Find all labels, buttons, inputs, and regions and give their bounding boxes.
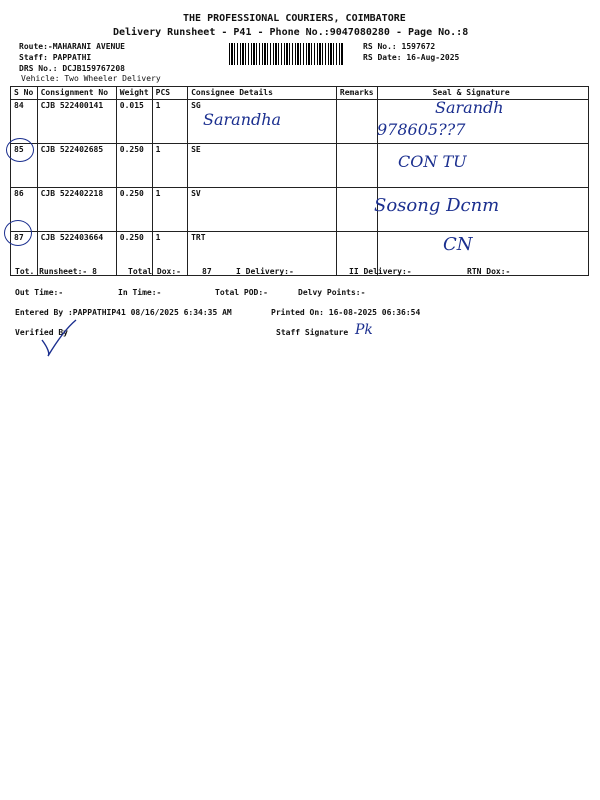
entered-by: Entered By :PAPPATHIP41 08/16/2025 6:34:35 AM [15,308,232,317]
cell-weight: 0.015 [116,100,152,144]
total-dox-label: Total Dox:- [128,267,181,276]
cell-consignment: CJB 522403664 [37,232,116,276]
cell-sno: 87 [11,232,38,276]
table-row [11,188,589,232]
rs-number: RS No.: 1597672 [363,42,436,51]
staff-signature: Pk [355,322,373,338]
vehicle: Vehicle: Two Wheeler Delivery [21,74,161,83]
cell-remarks [336,188,377,232]
cell-remarks [336,100,377,144]
tot-runsheet: Tot. Runsheet:- 8 [15,267,97,276]
handwritten-note: CON TU [398,152,467,171]
staff: Staff: PAPPATHI [19,53,92,62]
table-row [11,144,589,188]
drs-number: DRS No.: DCJB159767208 [19,64,125,73]
barcode [229,43,343,65]
cell-remarks [336,144,377,188]
total-dox-value: 87 [202,267,212,276]
cell-consignment: CJB 522402218 [37,188,116,232]
total-pod: Total POD:- [215,288,268,297]
handwritten-signature: Sarandh [435,98,504,117]
header-weight: Weight [116,87,152,100]
cell-pcs: 1 [152,144,187,188]
cell-weight: 0.250 [116,144,152,188]
staff-signature-label: Staff Signature [276,328,349,337]
header-pcs: PCS [152,87,187,100]
out-time: Out Time:- [15,288,64,297]
cell-consignee: TRT [188,232,337,276]
pen-circle-87 [4,220,32,246]
cell-consignee: SE [188,144,337,188]
handwritten-signature: Sosong Dcnm [374,195,500,216]
cell-consignment: CJB 522400141 [37,100,116,144]
cell-pcs: 1 [152,232,187,276]
rs-date: RS Date: 16-Aug-2025 [363,53,460,62]
company-title: THE PROFESSIONAL COURIERS, COIMBATORE [183,13,406,24]
runsheet-subtitle: Delivery Runsheet - P41 - Phone No.:9047080280 - Page No.:8 [113,27,469,38]
cell-weight: 0.250 [116,188,152,232]
handwritten-note: CN [443,234,473,255]
handwritten-phone: 978605??7 [377,120,466,139]
delvy-points: Delvy Points:- [298,288,366,297]
header-consignment: Consignment No [37,87,116,100]
cell-consignee: SV [188,188,337,232]
cell-sno: 84 [11,100,38,144]
pen-circle-85 [6,138,34,162]
cell-sno: 86 [11,188,38,232]
header-signature: Seal & Signature [377,87,588,100]
cell-sno: 85 [11,144,38,188]
header-consignee: Consignee Details [188,87,337,100]
cell-consignee: SG [188,100,337,144]
cell-weight: 0.250 [116,232,152,276]
cell-consignment: CJB 522402685 [37,144,116,188]
i-delivery: I Delivery:- [236,267,294,276]
rtn-dox: RTN Dox:- [467,267,511,276]
cell-pcs: 1 [152,100,187,144]
cell-pcs: 1 [152,188,187,232]
ii-delivery: II Delivery:- [349,267,412,276]
verified-checkmark [40,318,80,358]
route: Route:-MAHARANI AVENUE [19,42,125,51]
printed-on: Printed On: 16-08-2025 06:36:54 [271,308,421,317]
verified-by: Verified By [15,328,68,337]
handwritten-name: Sarandha [203,110,282,129]
header-sno: S No [11,87,38,100]
in-time: In Time:- [118,288,162,297]
header-remarks: Remarks [336,87,377,100]
